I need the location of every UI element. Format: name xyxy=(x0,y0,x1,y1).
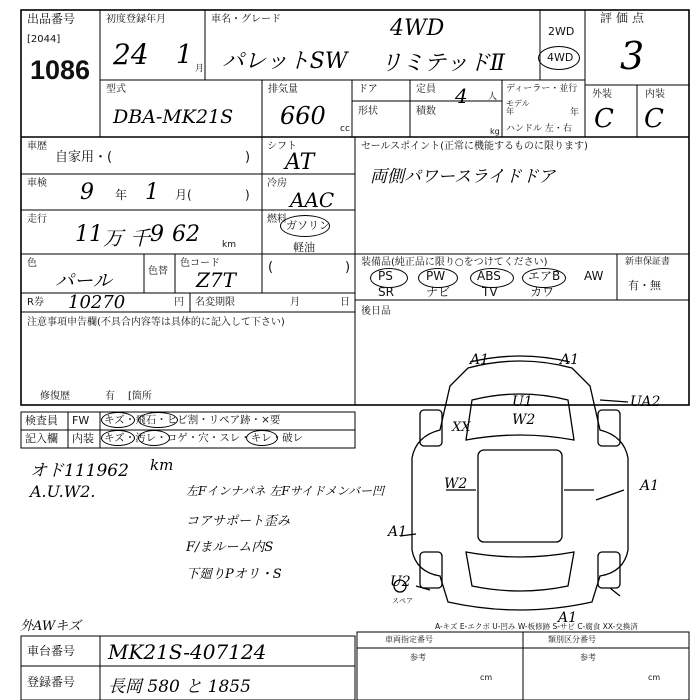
remark-aw: 外AWキズ xyxy=(20,619,81,634)
inspector-label1: 検査員 xyxy=(25,414,58,427)
mileage-rest: 62 xyxy=(172,222,200,247)
history-label: 車歴 xyxy=(27,141,47,152)
fuel-paren-open: ( xyxy=(268,260,274,275)
shape-label: 形状 xyxy=(358,106,378,117)
yen-unit: 円 xyxy=(174,297,184,308)
name-limit-label: 名変期限 xyxy=(195,297,235,308)
reg-number: 長岡 580 と 1855 xyxy=(108,677,251,697)
repair-label: 修復歴 xyxy=(40,391,70,402)
equipment-label: 装備品(純正品に限り○をつけてください) xyxy=(361,257,548,268)
reg-year: 24 xyxy=(113,38,149,71)
inspector-label2: 記入欄 xyxy=(25,432,58,445)
repair-place: [箇所 xyxy=(128,391,152,402)
equip-ps: PS xyxy=(378,269,393,283)
warranty-value: 有・無 xyxy=(628,279,661,292)
color-swap-label: 色替 xyxy=(148,266,168,277)
chassis: MK21S-407124 xyxy=(108,640,267,664)
fuel-diesel: 軽油 xyxy=(293,241,315,254)
cc-unit: cc xyxy=(340,124,350,134)
name-grade-label: 車名・グレード xyxy=(211,14,281,25)
shift-label: シフト xyxy=(267,141,297,152)
circle-fw-tobiishi xyxy=(138,412,178,428)
month-unit: 月 xyxy=(195,64,205,74)
man-unit: 万 xyxy=(103,226,123,250)
color-code-label: 色コード xyxy=(180,258,220,269)
capacity-label: 定員 xyxy=(416,84,436,95)
displacement-label: 排気量 xyxy=(268,84,298,95)
equip-navi: ナビ xyxy=(426,285,451,299)
notes-label: 注意事項申告欄(不具合内容等は具体的に記入して下さい) xyxy=(27,317,285,328)
cm-unit-1: cm xyxy=(480,673,493,682)
inspection-label: 車検 xyxy=(27,178,47,189)
score: 3 xyxy=(620,34,645,78)
opt-2wd: 2WD xyxy=(548,25,575,38)
fw-label: FW xyxy=(72,414,90,427)
remark-line3: F/まルーム内S xyxy=(186,540,274,555)
equip-airbag: エアB xyxy=(528,269,561,283)
capacity: 4 xyxy=(455,84,468,108)
insp-month-unit: 月( xyxy=(175,188,192,202)
equip-tv: TV xyxy=(482,285,498,299)
mark-a1-door-right: A1 xyxy=(640,478,660,494)
remark-odo: オド111962 xyxy=(30,461,129,481)
load-label: 積数 xyxy=(416,106,436,117)
limit-day-unit: 日 xyxy=(340,297,350,308)
mark-a1-front-left: A1 xyxy=(470,352,490,368)
km-unit: km xyxy=(222,240,236,250)
equip-sr: SR xyxy=(378,285,394,299)
reg-month: 1 xyxy=(176,40,193,70)
equip-leather: カワ xyxy=(530,285,555,299)
remark-line4: 下廻りPオリ・S xyxy=(186,567,282,582)
door-label: ドア xyxy=(358,84,378,95)
equip-pw: PW xyxy=(426,269,446,283)
int-items: キズ・汚レ・コゲ・穴・スレ・キレ・破レ xyxy=(104,432,304,444)
capacity-unit: 人 xyxy=(488,92,498,102)
model-label: 型式 xyxy=(106,84,126,95)
limit-month-unit: 月 xyxy=(290,297,300,308)
insp-year-unit: 年 xyxy=(115,188,128,202)
displacement: 660 xyxy=(280,102,326,130)
circle-fw-kizu xyxy=(101,412,135,428)
mark-a1-front-right: A1 xyxy=(560,352,580,368)
insp-close: ) xyxy=(245,188,250,202)
color: パール xyxy=(55,270,112,292)
handle-label: ハンドル 左・右 xyxy=(506,124,572,134)
mark-w2-door: W2 xyxy=(444,476,468,492)
reg-date-label: 初度登録年月 xyxy=(106,14,166,25)
cm-unit-2: cm xyxy=(648,673,661,682)
shift: AT xyxy=(285,150,315,175)
circle-int-yogore xyxy=(138,430,170,446)
lot-number: 1086 xyxy=(30,55,91,85)
model: DBA-MK21S xyxy=(113,106,234,128)
color-label: 色 xyxy=(27,258,37,269)
car-name: パレットSW xyxy=(222,49,348,74)
sub-label1: 車両指定番号 xyxy=(385,635,433,644)
exterior-label: 外装 xyxy=(592,89,612,100)
mark-xx-fender: XX xyxy=(452,420,471,435)
insp-year: 9 xyxy=(80,180,94,205)
insp-month: 1 xyxy=(145,180,159,205)
ac-label: 冷房 xyxy=(267,178,287,189)
remark-auw: A.U.W2. xyxy=(30,482,96,501)
mileage-man: 11 xyxy=(75,222,103,247)
drive-4wd: 4WD xyxy=(390,16,445,41)
recycle: 10270 xyxy=(68,292,126,313)
interior-label: 内装 xyxy=(645,89,665,100)
ref-label-1: 参考 xyxy=(410,653,426,662)
int-label: 内装 xyxy=(72,432,94,445)
history: 自家用・( xyxy=(55,150,113,165)
repair-value: 有 xyxy=(105,391,115,402)
score-label: 評価点 xyxy=(600,11,649,25)
spare-label: スペア xyxy=(392,597,413,605)
remark-line2: コアサポート歪み xyxy=(186,514,291,529)
ac: AAC xyxy=(290,188,335,212)
equip-aw: AW xyxy=(584,269,604,283)
interior-grade: C xyxy=(644,104,664,134)
color-code: Z7T xyxy=(196,268,236,292)
mileage-label: 走行 xyxy=(27,214,47,225)
mark-w2-hood: W2 xyxy=(512,412,536,428)
mark-u2-rear: U2 xyxy=(390,574,411,590)
selling-points-text: 両側パワースライドドア xyxy=(370,167,556,187)
sen-unit: 千 xyxy=(130,226,150,250)
mark-a1-rear-left: A1 xyxy=(388,524,408,540)
mileage-sen: 9 xyxy=(150,222,164,247)
reg-number-label: 登録番号 xyxy=(27,675,76,689)
circle-int-kizu xyxy=(101,430,135,446)
rear-label: 後日品 xyxy=(361,306,391,317)
lot-label: 出品番号 xyxy=(27,12,76,26)
fuel-gas: ガソリン xyxy=(286,219,330,232)
selling-points-label: セールスポイント(正常に機能するものに限ります) xyxy=(361,141,588,152)
fuel-label: 燃料 xyxy=(267,214,287,225)
diagram-legend: A-キズ E-エクボ U-凹み W-板修跡 S-サビ C-腐食 XX-交換済 xyxy=(435,622,638,631)
history-close: ) xyxy=(245,150,251,165)
lot-sub: [2044] xyxy=(27,34,61,45)
ref-label-2: 参考 xyxy=(580,653,596,662)
dealer-label: ディーラー・並行 xyxy=(506,84,578,94)
mark-ua2-fender: UA2 xyxy=(630,394,661,410)
circle-int-sure xyxy=(246,430,278,446)
equip-abs: ABS xyxy=(477,269,501,283)
model-year-label: モデル年 xyxy=(506,99,530,116)
remark-line1: 左Fインナパネ 左Fサイドメンバー凹 xyxy=(186,484,384,498)
warranty-label: 新車保証書 xyxy=(625,257,671,267)
exterior-grade: C xyxy=(594,104,614,134)
remark-odo-unit: km xyxy=(150,456,174,474)
year-unit: 年 xyxy=(570,108,580,118)
mark-a1-rear-right: A1 xyxy=(558,610,578,626)
kg-unit: kg xyxy=(490,127,500,136)
grade: リミテッドⅡ xyxy=(380,51,505,76)
fw-items: キズ・飛石・ヒビ割・リペア跡・×要 xyxy=(104,414,281,426)
mark-u1-hood: U1 xyxy=(512,394,533,410)
opt-4wd: 4WD xyxy=(547,51,574,64)
chassis-label: 車台番号 xyxy=(27,644,76,658)
sub-label2: 類別区分番号 xyxy=(548,635,596,644)
fuel-paren-close: ) xyxy=(345,260,351,275)
recycle-label: R券 xyxy=(27,297,44,308)
